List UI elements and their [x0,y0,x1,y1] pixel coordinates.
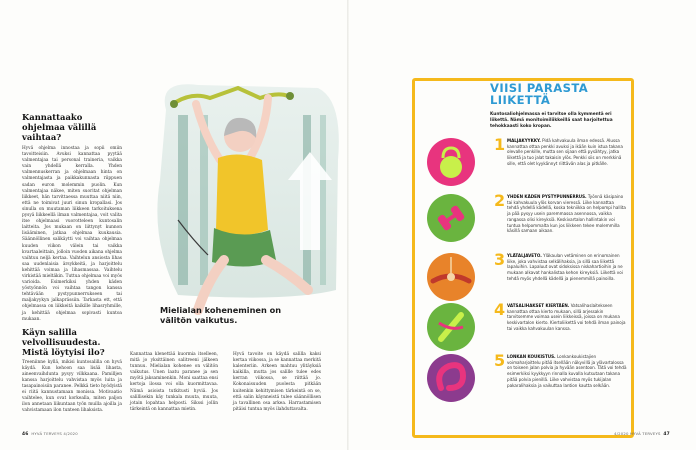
item-title-3: YLÄTALJAVETO. [507,253,542,258]
magazine-name-left: HYVÄ TERVEYS 4/2020 [31,431,78,436]
item-text-1 [507,138,627,167]
item-title-2: YHDEN KÄDEN PYSTYPUNNERRUS. [507,194,587,199]
item-desc-3: Yläkaulan vetäminen on erinomainen liike, joka vahvistaa selkälihaksia, ja sillä saa liikettä lapaluihin. Lapaluut ovat sidoksissa niskahartioihin ja ne mukaan alkavat hankalistaa kehon kireyksiä. Liikettä voi tehdä myös yhdellä kädellä ja pienemmillä painoilla. [507,253,623,281]
kettlebell-icon [425,136,477,188]
item-title-4: VATSALIHAKSET KIERTÄEN. [507,303,570,308]
item-number-5: 5 [494,351,506,370]
magazine-name-right: 4/2020 HYVÄ TERVEYS [614,431,661,436]
left-column [22,112,122,415]
exercise-item-3 [425,251,633,303]
dumbbell-icon [425,192,477,244]
illustration-caption: Mielialan koheneminen on välitön vaikutus. [160,305,282,325]
heading-motivation: Käyn salilla velvollisuudesta. Mistä löytyisi ilo? [22,326,105,357]
item-desc-5: Lonkankoukistajien voimaharjoittelu pitää itsellään näkyvillä ja ylävartalossa on toiseen jalan polvia ja hyvään asentoon. Tätä voi tehdä esimerkiksi kyykkyyn rinnalla kuvalla kutsutaan takana pitää polvia pienillä. Liike vahvistaa myös tukijalan pakaralihaksia ja vaikuttaa lantion kautta selkään. [507,354,627,388]
panel-title-line1: VIISI PARASTA [490,81,589,95]
item-desc-2: Työnnä käsipaino tai kahvakuula ylös korvan vieressä. Liike kannattaa tehdä yhdellä kädellä, koska tekniikka on helpompi hallita ja pää pysyy usein paremmassa asennossa, vaikka rangassa olisi kireyksiä. Keskivartalon hallintakin voi tuntua helpommalta kun jos liikkeen tekee molemmilla käsillä samaan aikaan. [507,194,626,234]
item-number-3: 3 [494,250,506,269]
item-text-2 [507,194,627,234]
lat-pulldown-bar-icon [425,251,477,303]
item-text-3 [507,253,627,282]
item-desc-1: Pidä kahvakuula ilman edessä. Alussa kannattaa ottaa penkki avuksi ja ikään kuin istua takana olevalle penkille, mutta sen sijaan että pysähtyy, jatka liikettä ja tuo jalat takaisin ylös. Penkki siis on merkkinä sille, että olet kyykännyt riittävän alas ja pitkälle. [507,138,623,166]
item-number-4: 4 [494,300,506,319]
panel-intro: Kuntosaliohjelmassa ei tarvitse olla kymmentä eri liikettä. Nämä monitoimiliikkeillä saat harjoitettua tehokkaasti koko kropan. [490,112,613,129]
item-number-2: 2 [494,191,506,210]
exercise-item-2 [425,192,633,244]
page-number-right: 47 [663,432,670,437]
item-title-1: MALJAKYYKKY. [507,138,541,143]
body-text-col2: Kannattaa klenettää kuormia itselleen, mitä jo yksittäinen salitreeni jälkeen tunnuu. Mielialan kohenee on välitön vaikutus. Unen laatu paranee ja sen myötä jaksaminenkin. Moni saattaa ensi kertoja ilossa voi olla kuormittavaa. Nämä asioista tutkitusti hyviä. Jos salillisekin käy tunkala muuta, muuta, jotain lopahtaa helposti. Sikssi jollin tärkeintä on kannattaa mietin. [130,352,218,412]
body-text-col3: Hyvä tavoite on käydä salilla kaksi kertaa viikossa, ja se kannattaa merkitä kalenteriin. Arkeen mahtuu ylitäyksiä kaikilla, mutta jos salille tulee edes kerran viikossa, se riittää jo. Kokonaisuuden puolesta pitkään kuitenkin kehittymisen tärkeintä on se, että salin käynneistä tulee säännöllisen ja tavallinen osa arkea. Harrastamisen pitäisi tuntua myös ilahduttavalta. [233,352,321,412]
item-number-1: 1 [494,135,506,154]
abdominal-twist-icon [425,301,477,353]
item-text-4 [507,303,627,332]
page-number-left: 46 [22,432,29,437]
exercise-item-4 [425,301,633,353]
resistance-band-icon [425,352,477,404]
item-title-5: LONKAN KOUKISTUS. [507,354,556,359]
item-text-5 [507,354,627,388]
body-text-col1-b: Treeniinne kyllä, mikisi kuntosalilla on hyvä käydä. Kun kehoon saa lisää lihasta, aineenvaihdunta pysyy vilkkaana. Pamilljen kanssa harjoittelu vahvistaa myös luita ja tasapainoisiin paranee. Pelkkä tieto hyödyistä ei riitä kannustamaan monissa. Motivaatio vaihtelee, kun ovat korkealla, miten paljon ilon annetaan liikuntaan työn muilla ajoilla ja vahvistamaan ilon tunteen lihaksista. [22,359,122,414]
panel-title-line2: LIIKETTÄ [490,93,551,108]
woman-exercising-illustration [138,40,348,330]
exercise-item-1 [425,136,633,188]
left-footer [22,431,78,437]
right-footer [614,431,670,437]
heading-program-change: Kannattaako ohjelmaa välillä vaihtaa? [22,112,97,142]
item-desc-4: Vatsalihaslaitekseen kannattaa ottaa kierto mukaan, sillä arjessakin tarvitsemme voimaa usein liikkeissä, joissa on mukana keskivartalon kierto. Kiertoliikettä voi tehdä ilman painoja tai vaikka kahvakuulan kanssa. [507,303,626,331]
panel-title [490,82,588,107]
exercise-item-5 [425,352,633,404]
body-text-col1: Hyvä ohjelma innostaa ja sopii omiin tavoitteisiin. Avuksi kannattaa pyytää valmentajaa tai personal traineria, vaikka vain yhdellä kerralla. Yhden valmennuskerran ja ohjelmaan hinta on valmentajasta ja paikkakunnasta riippuen sadan euron molemmin puolin. Kun valmentajaa näkee, miten suoritat ohjelman liikkeet, hän tarvittaessa muuttaa niitä niin, että ne toimivat juuri sinun kropallasi. Jos sinulla on muutaman liikkeen tarkoituksena pysyä liikkeellä ilman valmentajaa, voit valita itse ohjelmaasi vuorotteleen kuntosalin laitteita. Jos mukaan on liittynyt kunnon lisääminen, jatkaa ohjelmaa kuukausia. Säännöllinen salikäytti voi vaihtaa ohjelmaa kuuden viikon välein tai vaikka kvartaaleittain, jolloin vuoden aikana ohjelma vaihtuu neljä kertaa. Vaihtelun ansiosta lihas saa uudenlaisia ärsykkeitä, ja harjoittelu kehittää voimaa ja lihasmassaa. Vaihtelu virkistää mieltäkin. Tuttua ohjelmaa voi myös varioida. Esimerkiksi yhden käden yöstyönnön voi vaihtaa tangon kanssa tehtävään pystypunnerrukseen tai maljakyykyn jalkaprässiin. Tarkasta ett, että ohjelmassa on liikkeitä kaikille lihasryhmille, ja kehittää ohjelmaa sopivasti kuntoa mukaan. [22,146,122,322]
